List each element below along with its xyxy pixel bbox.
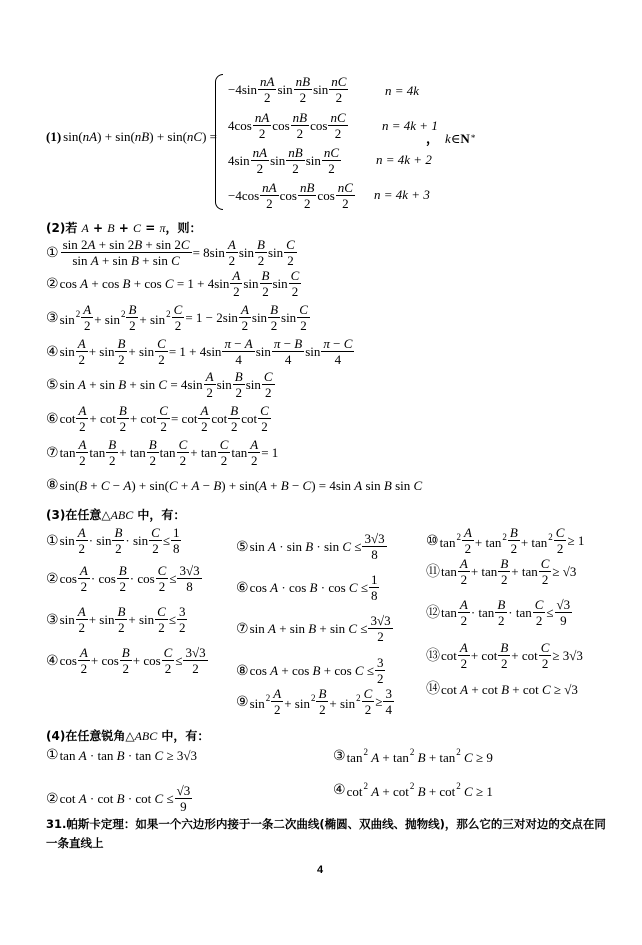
identity-8: ⑧ sin(B + C − A) + sin(C + A − B) + sin(A + B − C) = 4sin A sin B sin C [46,477,423,493]
mark-4: ④ [46,343,59,360]
identity-1: ① $\frac{\sin 2A + \sin 2B + \sin 2C}{\text{sin A + sin B + sin C}}$ = 8sin $\frac{A}{2}$ sin $\frac{B}{2}$ sin $\frac{C}{2}$ [46,237,295,268]
case-row-3: 4sin $\frac{nA}{2}$ sin $\frac{nB}{2}$ sin $\frac{nC}{2}$ [228,145,340,176]
mark-3-9: ⑨ [236,693,249,710]
mark-4-4: ④ [333,782,346,798]
case-cond-4: n = 4k + 3 [374,187,430,202]
mark-4-1: ① [46,747,59,763]
pascal-theorem-line1: 31.帕斯卡定理：如果一个六边形内接于一条二次曲线(椭圆、双曲线、抛物线)，那么它的三对对边的交点在同 [46,817,606,831]
ineq-3-10: ⑩ $\tan^2$ $\frac{A}{2}$ + $\tan^2$ $\frac{B}{2}$ + $\tan^2$ $\frac{C}{2}$ ≥ 1 [426,525,585,556]
section1-lhs: (1) sin(nA) + sin(nB) + sin(nC) = [46,129,218,144]
mark-1: ① [46,244,59,261]
case-cond-1: n = 4k [385,83,420,98]
ineq-3-9: ⑨ $\sin^2$ $\frac{A}{2}$ + $\sin^2$ $\frac{B}{2}$ + $\sin^2$ $\frac{C}{2}$ ≥ $\frac{3}{4}$ [236,686,392,717]
ineq-3-2: ② cos $\frac{A}{2}$ · cos $\frac{B}{2}$ · cos $\frac{C}{2}$ ≤ $\frac{3√3}{8}$ [46,563,200,594]
mark-3-8: ⑧ [236,662,249,679]
k-condition: ， k ∈ N * [426,131,476,146]
case-cond-3: n = 4k + 2 [376,152,432,167]
identity-2: ② cos A + cos B + cos C = 1 + 4sin $\frac{A}{2}$ sin $\frac{B}{2}$ sin $\frac{C}{2}$ [46,268,300,299]
ineq-3-6: ⑥ cos A · cos B · cos C ≤ $\frac{1}{8}$ [236,572,378,603]
case-row-1: −4sin $\frac{nA}{2}$ sin $\frac{nB}{2}$ sin $\frac{nC}{2}$ [228,74,347,105]
mark-2: ② [46,275,59,292]
ineq-3-7: ⑦ sin A + sin B + sin C ≤ $\frac{3√3}{2}$ [236,613,391,644]
mark-7: ⑦ [46,444,59,461]
ineq-3-11: ⑪ tan $\frac{A}{2}$ + tan $\frac{B}{2}$ + tan $\frac{C}{2}$ ≥ √3 [426,556,577,587]
ineq-3-3: ③ sin $\frac{A}{2}$ + sin $\frac{B}{2}$ + sin $\frac{C}{2}$ ≤ $\frac{3}{2}$ [46,604,186,635]
mark-3-4: ④ [46,652,59,669]
mark-3-2: ② [46,570,59,587]
ineq-3-12: ⑫ tan $\frac{A}{2}$ · tan $\frac{B}{2}$ · tan $\frac{C}{2}$ ≤ $\frac{√3}{9}$ [426,597,571,628]
mark-8: ⑧ [46,477,59,493]
mark-3: ③ [46,309,59,326]
pascal-theorem-line2: 一条直线上 [46,836,104,850]
case-row-4: −4cos $\frac{nA}{2}$ cos $\frac{nB}{2}$ cos $\frac{nC}{2}$ [228,180,353,211]
left-brace [215,74,223,210]
mark-6: ⑥ [46,410,59,427]
mark-3-14: ⑭ [426,681,440,697]
mark-3-1: ① [46,532,59,549]
mark-3-12: ⑫ [426,604,440,621]
ineq-4-4: ④ $\cot^2 A + \cot^2 B + \cot^2 C \ge 1$ [333,781,493,799]
case-cond-2: n = 4k + 1 [382,118,438,133]
mark-3-3: ③ [46,611,59,628]
ineq-3-5: ⑤ sin A · sin B · sin C ≤ $\frac{3√3}{8}$ [236,531,385,562]
identity-7: ⑦ tan $\frac{A}{2}$ tan $\frac{B}{2}$ + tan $\frac{B}{2}$ tan $\frac{C}{2}$ + tan $\frac{C}{2}$ tan $\frac{A}{2}$ = 1 [46,437,279,468]
ineq-3-13: ⑬ cot $\frac{A}{2}$ + cot $\frac{B}{2}$ + cot $\frac{C}{2}$ ≥ 3√3 [426,640,583,671]
mark-3-11: ⑪ [426,563,440,580]
ineq-3-4: ④ cos $\frac{A}{2}$ + cos $\frac{B}{2}$ + cos $\frac{C}{2}$ ≤ $\frac{3√3}{2}$ [46,645,206,676]
mark-3-5: ⑤ [236,538,249,555]
mark-4-2: ② [46,790,59,807]
section1-label: (1) [46,129,62,144]
identity-4: ④ sin $\frac{A}{2}$ + sin $\frac{B}{2}$ + sin $\frac{C}{2}$ = 1 + 4sin $\frac{\pi - A}{4}$ sin $\frac{\pi - B}{4}$ sin $\frac{\pi - C}{4}$ [46,336,353,367]
section2-header: (2)若 A + B + C = π，则： [46,221,202,235]
mark-3-13: ⑬ [426,647,440,664]
page-number: 4 [317,864,324,876]
identity-5: ⑤ sin A + sin B + sin C = 4sin $\frac{A}{2}$ sin $\frac{B}{2}$ sin $\frac{C}{2}$ [46,369,273,400]
mark-3-10: ⑩ [426,532,439,549]
mark-4-3: ③ [333,748,346,764]
case-row-2: 4cos $\frac{nA}{2}$ cos $\frac{nB}{2}$ cos $\frac{nC}{2}$ [228,110,346,141]
mark-3-6: ⑥ [236,579,249,596]
mark-3-7: ⑦ [236,620,249,637]
identity-6: ⑥ cot $\frac{A}{2}$ + cot $\frac{B}{2}$ + cot $\frac{C}{2}$ = cot $\frac{A}{2}$ cot $\frac{B}{2}$ cot $\frac{C}{2}$ [46,403,269,434]
section4-header: (4)在任意锐角△ABC 中，有： [46,729,210,743]
section3-header: (3)在任意△ABC 中，有： [46,508,186,522]
ineq-4-2: ② cot A · cot B · cot C ≤ $\frac{√3}{9}$ [46,783,191,814]
mark-5: ⑤ [46,376,59,393]
ineq-4-1: ① tan A · tan B · tan C ≥ 3√3 [46,747,197,763]
identity-3: ③ $\sin^2$ $\frac{A}{2}$ + $\sin^2$ $\frac{B}{2}$ + $\sin^2$ $\frac{C}{2}$ = 1 − 2sin $\frac{A}{2}$ sin $\frac{B}{2}$ sin $\frac{C}{2}$ [46,302,308,333]
ineq-3-8: ⑧ cos A + cos B + cos C ≤ $\frac{3}{2}$ [236,655,384,686]
ineq-4-3: ③ $\tan^2 A + \tan^2 B + \tan^2 C \ge 9$ [333,747,493,765]
ineq-3-1: ① sin $\frac{A}{2}$ · sin $\frac{B}{2}$ · sin $\frac{C}{2}$ ≤ $\frac{1}{8}$ [46,525,180,556]
ineq-3-14: ⑭ cot A + cot B + cot C ≥ √3 [426,681,578,697]
